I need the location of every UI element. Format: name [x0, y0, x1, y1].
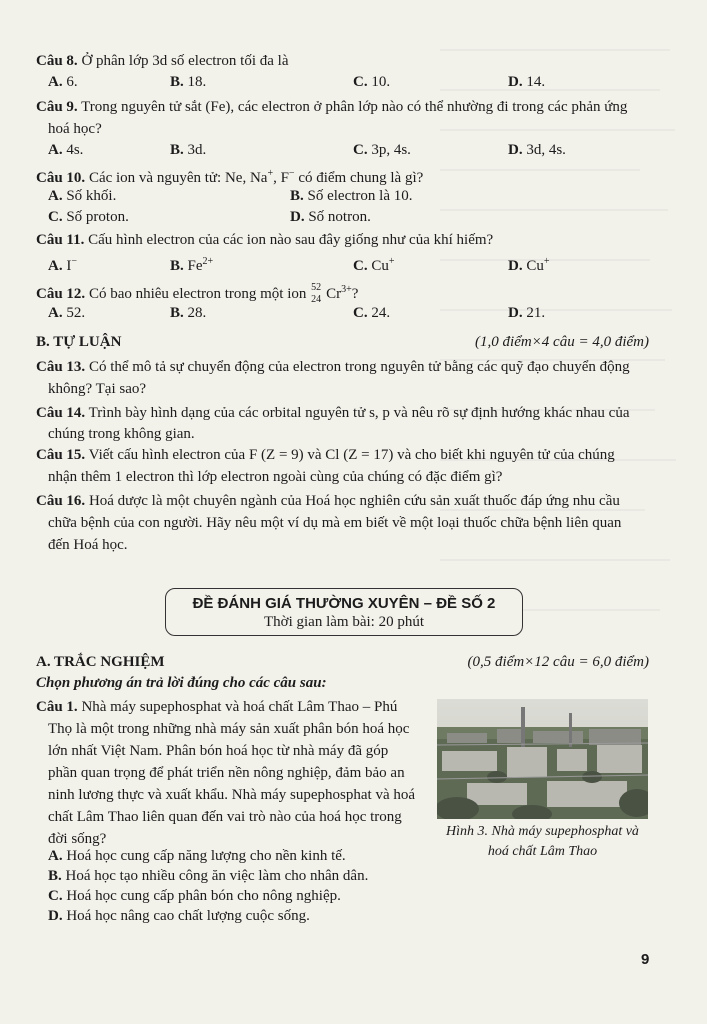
question-15: Câu 15. Viết cấu hình electron của F (Z = 9) và Cl (Z = 17) và cho biết khi nguyên tử của chúng — [36, 447, 615, 463]
option-b: B. Số electron là 10. — [290, 188, 413, 204]
question-16-cont: chữa bệnh của con người. Hãy nêu một ví dụ mà em biết về một loại thuốc chữa bệnh liên quan — [48, 515, 622, 531]
option-b: B. Hoá học tạo nhiều công ăn việc làm cho nhân dân. — [48, 868, 369, 884]
question-label: Câu 9. — [36, 99, 78, 115]
factory-photo — [437, 699, 648, 819]
option-b: B. 3d. — [170, 142, 207, 158]
question-13-cont: không? Tại sao? — [48, 381, 147, 397]
option-c: C. 24. — [353, 305, 391, 321]
question-label: Câu 13. — [36, 359, 86, 375]
option-d: D. 3d, 4s. — [508, 142, 566, 158]
option-b: B. $Fe^{2+}$ — [170, 256, 214, 274]
question-text: Cấu hình electron của các ion nào sau đây giống như của khí hiếm? — [84, 232, 494, 248]
question-10: Câu 10. Các ion và nguyên tử: Ne, Na+, F− có điểm chung là gì? — [36, 168, 424, 186]
question-1-line: lớn nhất Việt Nam. Phân bón hoá học từ nhà máy đã góp — [48, 743, 389, 759]
option-a: A. I− — [48, 256, 77, 274]
figure-caption-cont: hoá chất Lâm Thao — [487, 844, 598, 859]
exam-title-box — [165, 588, 523, 636]
instruction: Chọn phương án trả lời đúng cho các câu sau: — [36, 675, 327, 691]
question-label: Câu 8. — [36, 53, 78, 69]
option-c: C. 3p, 4s. — [353, 142, 411, 158]
option-a: A. 52. — [48, 305, 86, 321]
question-16: Câu 16. Hoá dược là một chuyên ngành của Hoá học nghiên cứu sản xuất thuốc đáp ứng nhu cầu — [36, 493, 620, 509]
option-d: D. Hoá học nâng cao chất lượng cuộc sống. — [48, 908, 310, 924]
question-8 — [36, 51, 289, 71]
question-label: Câu 1. — [36, 699, 78, 715]
exam-title: ĐỀ ĐÁNH GIÁ THƯỜNG XUYÊN – ĐỀ SỐ 2 — [192, 595, 496, 612]
question-1: Câu 1. Nhà máy supephosphat và hoá chất Lâm Thao – Phú — [36, 699, 398, 715]
question-9-cont: hoá học? — [48, 121, 102, 137]
question-1-line: chất Lâm Thao liên quan đến vai trò nào của hoá học trong — [48, 809, 402, 825]
question-label: Câu 14. — [36, 405, 86, 421]
option-d: D. 21. — [508, 305, 546, 321]
section-b-score: (1,0 điểm×4 câu = 4,0 điểm) — [475, 334, 649, 350]
option-c: C. Hoá học cung cấp phân bón cho nông nghiệp. — [48, 888, 341, 904]
question-label: Câu 10. — [36, 170, 86, 186]
question-label: Câu 16. — [36, 493, 86, 509]
question-1-line: Thọ là một trong những nhà máy sản xuất phân bón hoá học — [48, 721, 410, 737]
question-15-cont: nhận thêm 1 electron thì lớp electron ngoài cùng của chúng có đặc điểm gì? — [48, 469, 503, 485]
page-number: 9 — [641, 951, 650, 968]
question-16-cont2: đến Hoá học. — [48, 537, 128, 553]
option-b: B. 18. — [170, 74, 207, 90]
option-c: C. Số proton. — [48, 209, 129, 225]
option-c: C. 10. — [353, 74, 391, 90]
question-label: Câu 15. — [36, 447, 86, 463]
option-a: A. Số khối. — [48, 188, 117, 204]
question-1-line: ninh lương thực và xuất khẩu. Nhà máy supephosphat và hoá — [48, 787, 416, 803]
exam-time: Thời gian làm bài: 20 phút — [264, 614, 424, 630]
question-11 — [36, 230, 493, 250]
section-b-title: B. TỰ LUẬN — [36, 334, 122, 350]
section-a-title: A. TRẮC NGHIỆM — [36, 654, 165, 670]
question-label: Câu 11. — [36, 232, 85, 248]
section-a-score: (0,5 điểm×12 câu = 6,0 điểm) — [467, 654, 649, 670]
question-label: Câu 12. — [36, 286, 86, 302]
question-1-line: phần quan trọng để phát triển nền nông nghiệp, đảm bảo an — [48, 765, 405, 781]
option-a: A. Hoá học cung cấp năng lượng cho nền kinh tế. — [48, 848, 346, 864]
question-14: Câu 14. Trình bày hình dạng của các orbital nguyên tử s, p và nêu rõ sự định hướng khác nhau của — [36, 405, 630, 421]
option-d: D. 14. — [508, 74, 546, 90]
question-1-line: đời sống? — [48, 831, 107, 847]
option-c: C. Cu+ — [353, 256, 395, 274]
option-a: A. 6. — [48, 74, 78, 90]
question-text: Trong nguyên tử sắt (Fe), các electron ở phân lớp nào có thể nhường đi trong các phản ứng — [77, 99, 628, 115]
question-13: Câu 13. Có thể mô tả sự chuyển động của electron trong nguyên tử bằng các quỹ đạo chuyển động — [36, 359, 630, 375]
question-text: Ở phân lớp 3d số electron tối đa là — [77, 53, 289, 69]
question-14-cont: chúng trong không gian. — [48, 426, 195, 442]
figure-caption: Hình 3. Nhà máy supephosphat và — [446, 824, 639, 839]
isotope-notation: 52 24 — [311, 281, 322, 305]
question-9 — [36, 97, 627, 117]
question-12: Câu 12. Có bao nhiêu electron trong một ion 52 24 $Cr^{3+}$? — [36, 281, 359, 305]
option-a: A. 4s. — [48, 142, 84, 158]
option-d: D. Số notron. — [290, 209, 371, 225]
option-d: D. Cu+ — [508, 256, 550, 274]
option-b: B. 28. — [170, 305, 207, 321]
